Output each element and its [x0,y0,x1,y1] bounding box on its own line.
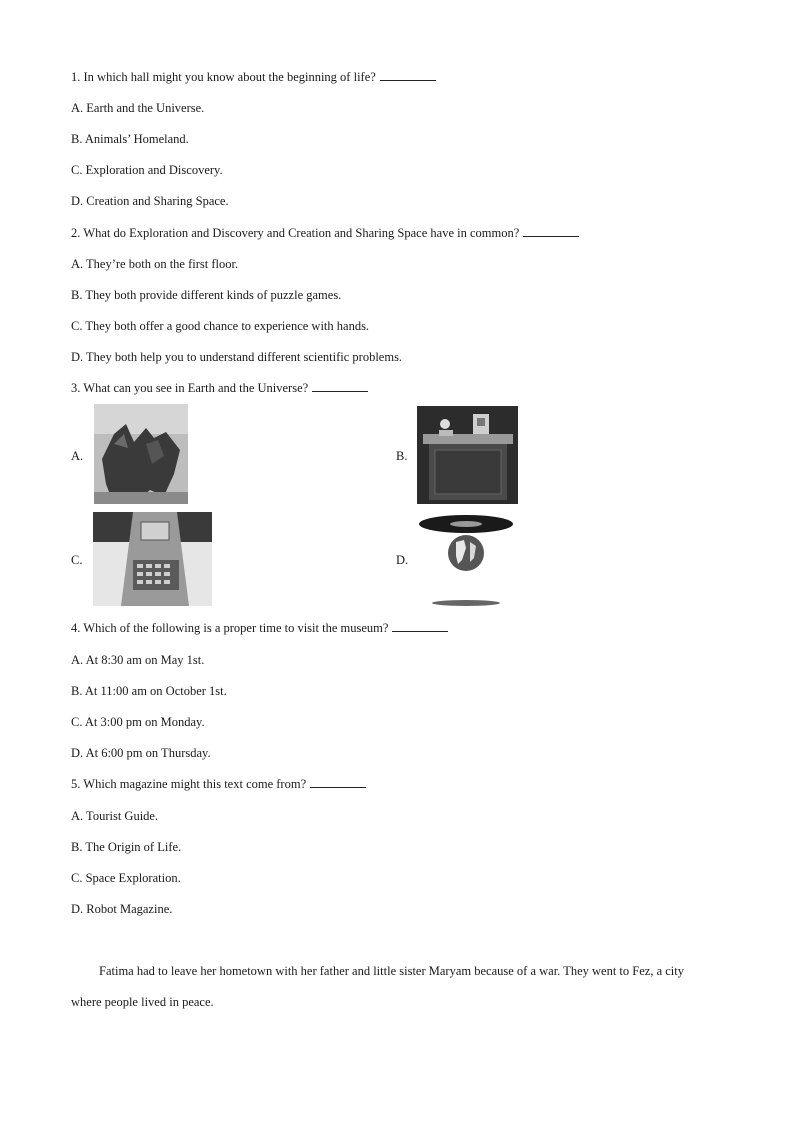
q1-option-b: B. Animals’ Homeland. [71,132,189,146]
q4-option-a: A. At 8:30 am on May 1st. [71,653,205,667]
q1-option-a: A. Earth and the Universe. [71,101,205,115]
answer-blank-5[interactable] [310,776,366,788]
passage-paragraph: Fatima had to leave her hometown with her father and little sister Maryam because of a war. They went to Fez, a city where people lived in peace. [71,964,684,1009]
question-2 [71,225,579,241]
q5-option-b: B. The Origin of Life. [71,840,182,854]
q3-option-a-label: A. [71,449,84,463]
question-2-stem: 2. What do Exploration and Discovery and Creation and Sharing Space have in common? [71,226,520,240]
answer-blank-4[interactable] [392,620,448,632]
question-3-stem: 3. What can you see in Earth and the Universe? [71,381,309,395]
q5-option-c: C. Space Exploration. [71,871,181,885]
q4-option-b: B. At 11:00 am on October 1st. [71,684,227,698]
question-5 [71,776,366,792]
question-5-stem: 5. Which magazine might this text come from? [71,777,307,791]
q5-option-d: D. Robot Magazine. [71,902,173,916]
q4-option-d: D. At 6:00 pm on Thursday. [71,746,211,760]
q4-option-c: C. At 3:00 pm on Monday. [71,715,205,729]
answer-blank-3[interactable] [312,380,368,392]
question-1 [71,69,436,85]
q2-option-b: B. They both provide different kinds of puzzle games. [71,288,342,302]
q3-option-c-label: C. [71,553,83,567]
exhibit-panel-image [93,512,212,606]
question-1-stem: 1. In which hall might you know about the beginning of life? [71,70,376,84]
answer-blank-1[interactable] [380,69,436,81]
q1-option-c: C. Exploration and Discovery. [71,163,223,177]
planet-globe-image [418,512,515,608]
answer-blank-2[interactable] [523,225,579,237]
q2-option-d: D. They both help you to understand different scientific problems. [71,350,403,364]
q5-option-a: A. Tourist Guide. [71,809,159,823]
question-4-stem: 4. Which of the following is a proper time to visit the museum? [71,621,389,635]
dinosaur-image [94,404,188,504]
q3-option-b-label: B. [396,449,408,463]
robot-desk-image [417,406,518,504]
question-4 [71,620,448,636]
q1-option-d: D. Creation and Sharing Space. [71,194,229,208]
q2-option-c: C. They both offer a good chance to experience with hands. [71,319,370,333]
q3-option-d-label: D. [396,553,409,567]
q2-option-a: A. They’re both on the first floor. [71,257,239,271]
question-3 [71,380,368,396]
